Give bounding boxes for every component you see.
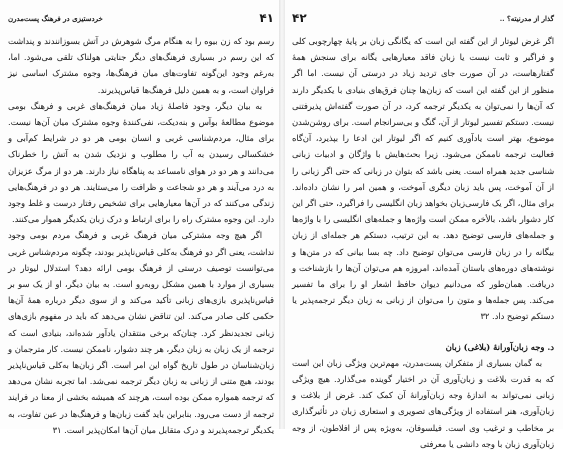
left-page [8, 0, 274, 435]
paragraph: به گمان بسیاری از متفکران پست‌مدرن، مهم‌ترین ویژگی زبان این است که به قدرت بلاغت و زبان‌آوری آن در اختیار گوینده می‌گذارد. هیچ ویژگی زبانی نمی‌تواند به اندازهٔ وجه زبان‌آورانهٔ آن کمک کند. غرض از بلاغت و زبان‌آوری، هنر استفاده از ویژگی‌های تصویری و استعاری زبان در تأثیرگذاری بر مخاطب و ترغیب وی است. فیلسوفان، به‌ویژه پس از افلاطون، از وجه زبان‌آوری زبان با وجه دانشی یا معرفتی [292, 357, 554, 449]
paragraph: رسم بود که زن بیوه را به هنگام مرگ شوهرش در آتش بسوزانندند و پنداشت که این رسم در بسیاری فرهنگ‌های دیگر جنایتی هولناک تلقی می‌شود. اما، به‌رغم وجود این‌گونه تفاوت‌های میان فرهنگ‌ها، وجوه مشترک اساسی نیز فراوان است، و به همین دلیل فرهنگ‌ها قیاس‌پذیرند. [8, 36, 274, 95]
paragraph: به بیان دیگر، وجود فاصلهٔ زیاد میان فرهنگ‌های غربی و فرهنگ بومی موضوع مطالعهٔ بوآس و بنه‌دیکت، نفی‌کنندهٔ وجوه مشترک میان آن‌ها نیست. برای مثال، مردم‌شناسی غربی و انسان بومی هر دو در شرایط کم‌آبی و خشکسالی رسیدن به آب را مطلوب و نزدیک شدن به آتش را خطرناک می‌دانند و هر دو در هوای نامساعد به پناهگاه نیاز دارند. هر دو از مرگ عزیزان به درد می‌آیند و هر دو شجاعت و ظرافت را می‌ستایند. هر دو در فرهنگ‌هایی زندگی می‌کنند که در آن‌ها معیارهایی برای تشخیص رفتار درست و غلط وجود دارد. این وجوه مشترک راه را برای ارتباط و درک زبان یکدیگر هموار می‌کنند. [8, 100, 274, 225]
running-title: گذار از مدرنیته؟ .. [499, 13, 554, 23]
paragraph: اگر هیچ وجه مشترکی میان فرهنگ غربی و فرهنگ مردم بومی وجود نداشت، یعنی اگر دو فرهنگ به‌کلی قیاس‌ناپذیر بودند، چگونه مردم‌شناس غربی می‌توانست توصیف درستی از فرهنگ بومی ارائه دهد؟ استدلال لیوتار در بسیاری از موارد با همین مشکل روبه‌رو است. به بیان دیگر، او از یک سو بر قیاس‌ناپذیری بازی‌های زبانی تأکید می‌کند و از سوی دیگر درباره همهٔ آن‌ها حکمی کلی صادر می‌کند. این تناقض نشان می‌دهد که باید در مفهوم بازی‌های زبانی تجدیدنظر کرد. چنان‌که برخی منتقدان یادآور شده‌اند، بنیادی است که ترجمه از یک زبان به زبان دیگر، هر چند دشوار، ناممکن نیست. کار مترجمان و زبان‌شناسان در طول تاریخ گواه این امر است. اگر زبان‌ها به‌کلی قیاس‌ناپذیر بودند، هیچ متنی از زبانی به زبان دیگر ترجمه نمی‌شد. اما تجربه نشان می‌دهد که ترجمه همواره ممکن بوده است، هرچند که همیشه بخشی از معنا در فرایند ترجمه از دست می‌رود. بنابراین باید گفت زبان‌ها و فرهنگ‌ها در عین تفاوت، به یکدیگر ترجمه‌پذیرند و درک متقابل میان آن‌ها امکان‌پذیر است. ۳۱ [8, 230, 274, 435]
section-heading: د. وجه زبان‌آورانهٔ (بلاغی) زبان [445, 341, 554, 352]
section-spacer [292, 325, 554, 339]
right-page-body [292, 33, 554, 452]
book-gutter [279, 0, 285, 429]
left-page-header [8, 9, 274, 27]
right-page-header [292, 9, 554, 27]
running-title: خردستیزی در فرهنگ پست‌مدرن [8, 13, 103, 23]
left-page-body [8, 33, 274, 438]
right-page [292, 0, 554, 449]
paragraph: اگر غرض لیوتار از این گفته این است که یگانگی زبان بر پایهٔ چهارچوبی کلی و فراگیر و ثابت نیست یا زبان فاقد معیارهایی یگانه برای سنجش همهٔ گفتارهاست، در آن صورت جای تردید زیاد در درستی آن نیست. اما اگر منظور از این گفته این است که زبان‌ها چنان فرق‌های بنیادی با یکدیگر دارند که آن‌ها را نمی‌توان به یکدیگر ترجمه کرد، در آن صورت گفته‌اش پذیرفتنی نیست. دستکم تفسیر لیوتار از آن، گنگ و بی‌سرانجام است. برای روشن‌شدن موضوع، بهتر است یادآوری کنیم که اگر لیوتار این ادعا را بپذیرد، آن‌گاه فعالیت ترجمه ناممکن می‌شود. زیرا بحث‌هایش با واژگان و ادبیات زبانی شناسی جدید همراه است. یعنی باشد که بتوان در زبانی که حتی اگر زبانی را از آن آموخت، پس باید زبان دیگری آموخت، و همین امر را نشان داده‌اند. برای مثال، اگر یک فارسی‌زبان بخواهد زبان انگلیسی را فراگیرد، حتی اگر این کار دشوار باشد، بالأخره ممکن است واژه‌ها و جمله‌های انگلیسی را با واژه‌ها و جمله‌های فارسی توضیح دهد. به این ترتیب، دستکم هر جمله‌ای از زبان بیگانه را در زبان فارسی می‌توان توضیح داد. چه بسا بیانی که در متن‌ها و نوشته‌های دوره‌های باستان آمده‌اند، امروزه هم می‌توان آن‌ها را بازشناخت و دریافت. همان‌طور که می‌دانیم دیوان حافظ اشعار او را برای ما تفسیر می‌کند. پس جمله‌ها و متون را می‌توان از زبانی به زبان دیگر ترجمه‌پذیر یا دستکم توضیح داد. ۳۲ [292, 36, 554, 322]
page-number: ۴۲ [292, 11, 307, 25]
page-number: ۴۱ [259, 11, 274, 25]
